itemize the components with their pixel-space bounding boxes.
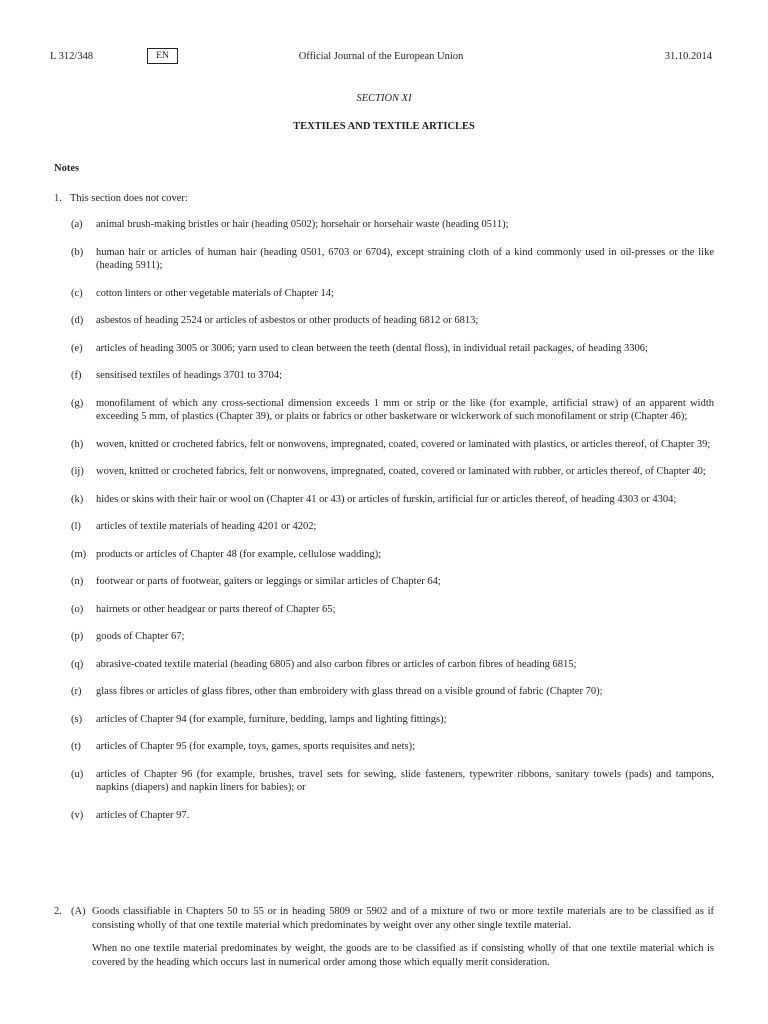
note-item (71, 342, 714, 356)
note-item-text: animal brush-making bristles or hair (heading 0502); horsehair or horsehair waste (heading 0511); (96, 219, 509, 230)
note-item (71, 548, 714, 562)
note-sub-label: (A) (71, 906, 86, 917)
note-item (71, 246, 714, 273)
note-item (71, 438, 714, 452)
section-title: TEXTILES AND TEXTILE ARTICLES (293, 121, 475, 132)
note-number: 2. (54, 906, 62, 917)
note-item-text: footwear or parts of footwear, gaiters or leggings or similar articles of Chapter 64; (96, 576, 441, 587)
note-2-paragraph-1: Goods classifiable in Chapters 50 to 55 or in heading 5809 or 5902 and of a mixture of two or more textile materials are to be classified as if consisting wholly of that one textile material which predominates by weight over any other single textile material. (92, 906, 714, 931)
note-item-label: (v) (71, 809, 84, 821)
note-item-text: articles of Chapter 97. (96, 809, 190, 821)
note-item (71, 493, 714, 507)
note-item-label: (t) (71, 741, 81, 752)
note-item-label: (n) (71, 576, 84, 587)
note-item-label: (g) (71, 397, 84, 409)
note-item-text: products or articles of Chapter 48 (for example, cellulose wadding); (96, 548, 382, 560)
note-item-text: articles of textile materials of heading 4201 or 4202; (96, 521, 317, 532)
note-item-label: (ij) (71, 466, 84, 477)
note-item-label: (d) (71, 315, 84, 326)
note-item (71, 768, 714, 795)
note-item (71, 397, 714, 424)
note-item-label: (r) (71, 686, 82, 697)
note-item-label: (e) (71, 342, 83, 354)
note-item-label: (h) (71, 438, 84, 450)
note-item-text: human hair or articles of human hair (heading 0501, 6703 or 6704), except straining cloth of a kind commonly used in oil-presses or the like (heading 5911); (96, 246, 714, 271)
note-item-label: (f) (71, 370, 82, 381)
section-number: SECTION XI (356, 93, 412, 104)
note-item-text: articles of Chapter 95 (for example, toys, games, sports requisites and nets); (96, 741, 415, 752)
note-item-label: (k) (71, 493, 84, 505)
note-item-label: (s) (71, 713, 83, 725)
note-item-text: asbestos of heading 2524 or articles of asbestos or other products of heading 6812 or 6813; (96, 315, 479, 326)
note-item (71, 287, 714, 301)
note-item (71, 658, 714, 672)
note-item (71, 630, 714, 644)
note-item-label: (q) (71, 658, 84, 670)
note-item (71, 740, 714, 754)
note-item (71, 575, 714, 589)
note-item-label: (m) (71, 548, 87, 560)
note-item-label: (c) (71, 287, 83, 299)
note-number: 1. (54, 193, 62, 204)
note-item (71, 218, 714, 232)
note-intro-text: This section does not cover: (70, 193, 188, 204)
notes-heading: Notes (54, 163, 80, 174)
note-2-paragraph-2: When no one textile material predominates by weight, the goods are to be classified as if consisting wholly of that one textile material which is covered by the heading which occurs last in numerical order among those which equally merit consideration. (92, 943, 714, 968)
note-item-text: glass fibres or articles of glass fibres, other than embroidery with glass thread on a visible ground of fabric (Chapter 70); (96, 686, 603, 697)
note-item (71, 809, 714, 823)
language-badge: EN (147, 48, 178, 64)
publication-date: 31.10.2014 (664, 51, 712, 62)
note-item (71, 685, 714, 699)
note-item-text: sensitised textiles of headings 3701 to 3704; (96, 370, 283, 381)
note-item-text: cotton linters or other vegetable materials of Chapter 14; (96, 287, 334, 299)
note-item-text: articles of heading 3005 or 3006; yarn used to clean between the teeth (dental floss), in individual retail packages, of heading 3306; (96, 342, 648, 354)
note-item-text: woven, knitted or crocheted fabrics, felt or nonwovens, impregnated, coated, covered or laminated with plastics, or articles thereof, of Chapter 39; (96, 438, 711, 450)
note-1-item-list (71, 218, 714, 822)
journal-title: Official Journal of the European Union (298, 51, 464, 62)
note-item (71, 603, 714, 617)
note-item-text: hairnets or other headgear or parts thereof of Chapter 65; (96, 603, 336, 615)
note-item-text: monofilament of which any cross-sectional dimension exceeds 1 mm or strip or the like (for example, artificial straw) of an apparent width exceeding 5 mm, of plastics (Chapter 39), or plaits or fabrics or other basketware or wickerwork of such monofilament or strip (Chapter 46); (96, 397, 714, 422)
note-item (71, 369, 714, 383)
note-item-text: woven, knitted or crocheted fabrics, felt or nonwovens, impregnated, coated, covered or laminated with rubber, or articles thereof, of Chapter 40; (96, 466, 706, 477)
note-item-text: goods of Chapter 67; (96, 631, 185, 642)
note-item (71, 520, 714, 534)
note-item-text: hides or skins with their hair or wool on (Chapter 41 or 43) or articles of furskin, artificial fur or articles thereof, of heading 4303 or 4304; (96, 493, 677, 505)
note-item-label: (u) (71, 768, 84, 780)
note-item-label: (o) (71, 603, 84, 615)
note-item-label: (b) (71, 246, 84, 258)
note-2 (54, 905, 714, 969)
note-item-label: (l) (71, 521, 81, 532)
note-item-text: articles of Chapter 94 (for example, furniture, bedding, lamps and lighting fittings); (96, 713, 447, 725)
page-header (50, 48, 712, 68)
note-item (71, 465, 714, 479)
note-item (71, 314, 714, 328)
note-item-label: (a) (71, 219, 83, 230)
page-reference: L 312/348 (50, 51, 94, 62)
note-item (71, 713, 714, 727)
note-item-text: abrasive-coated textile material (heading 6805) and also carbon fibres or articles of carbon fibres of heading 6815; (96, 658, 577, 670)
note-item-label: (p) (71, 631, 84, 642)
note-item-text: articles of Chapter 96 (for example, brushes, travel sets for sewing, slide fasteners, typewriter ribbons, sanitary towels (pads) and tampons, napkins (diapers) and napkin liners for babies); or (96, 768, 714, 793)
